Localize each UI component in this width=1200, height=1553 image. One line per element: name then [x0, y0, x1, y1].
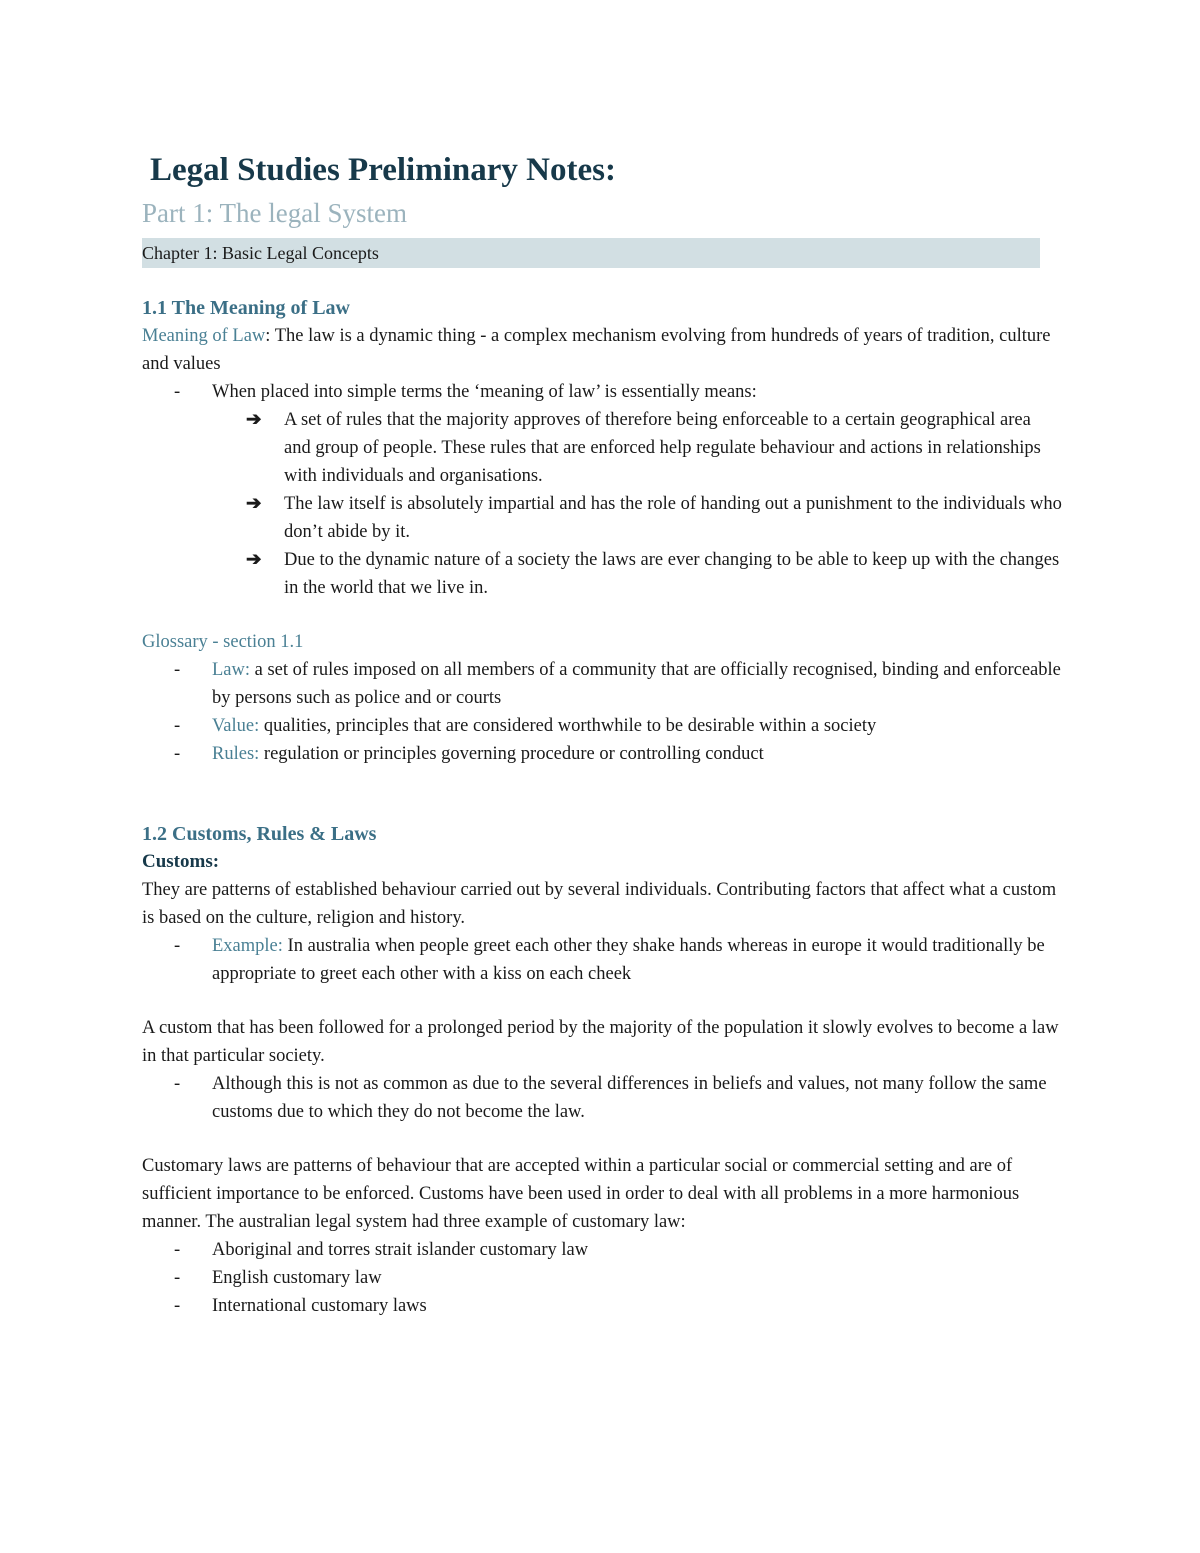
meaning-of-law-paragraph	[142, 322, 1062, 378]
glossary-list	[142, 656, 1062, 768]
list-item	[142, 1236, 1062, 1264]
chapter-heading: Chapter 1: Basic Legal Concepts	[142, 238, 1040, 268]
customs-paragraph: They are patterns of established behaviour carried out by several individuals. Contributing factors that affect what a custom is based on the culture, religion and history.	[142, 880, 1057, 928]
part-title: Part 1: The legal System	[142, 198, 407, 228]
glossary-term: Value:	[212, 716, 260, 736]
customary-laws-paragraph: Customary laws are patterns of behaviour that are accepted within a particular social or commercial setting and are of sufficient importance to be enforced. Customs have been used in order to deal with all problems in a more harmonious manner. The australian legal system had three example of customary law:	[142, 1156, 1020, 1232]
dash-marker: -	[174, 1268, 181, 1288]
arrow-item	[142, 406, 1062, 490]
glossary-term: Law:	[212, 660, 251, 680]
glossary-definition: a set of rules imposed on all members of a community that are officially recognised, binding and enforceable by persons such as police and or courts	[212, 660, 1061, 708]
list-item	[142, 378, 1062, 406]
arrow-item	[142, 490, 1062, 546]
dash-marker: -	[174, 660, 181, 680]
example-text: In australia when people greet each other they shake hands whereas in europe it would traditionally be appropriate to greet each other with a kiss on each cheek	[212, 936, 1045, 984]
dash-marker: -	[174, 936, 181, 956]
glossary-definition: regulation or principles governing procedure or controlling conduct	[259, 744, 764, 764]
dash-marker: -	[174, 1074, 181, 1094]
dash-marker: -	[174, 382, 181, 402]
arrow-item-text: A set of rules that the majority approves of therefore being enforceable to a certain geographical area and group of people. These rules that are enforced help regulate behaviour and actions in relationships with individuals and organisations.	[284, 410, 1041, 486]
customary-laws-list	[142, 1236, 1062, 1320]
arrow-icon: ➔	[246, 410, 262, 430]
list-item-text: Aboriginal and torres strait islander customary law	[212, 1240, 589, 1260]
document-content	[142, 150, 1062, 1320]
arrow-item-text: Due to the dynamic nature of a society the laws are ever changing to be able to keep up with the changes in the world that we live in.	[284, 550, 1060, 598]
glossary-item	[142, 712, 1062, 740]
glossary-heading: Glossary - section 1.1	[142, 632, 304, 652]
customs-heading: Customs:	[142, 851, 220, 872]
list-item-text: When placed into simple terms the ‘meaning of law’ is essentially means:	[212, 382, 757, 402]
arrow-icon: ➔	[246, 550, 262, 570]
custom-to-law-paragraph: A custom that has been followed for a prolonged period by the majority of the population it slowly evolves to become a law in that particular society.	[142, 1018, 1059, 1066]
meaning-bullets	[142, 378, 1062, 406]
meaning-of-law-label: Meaning of Law	[142, 326, 266, 346]
dash-marker: -	[174, 716, 181, 736]
dash-marker: -	[174, 1240, 181, 1260]
glossary-item	[142, 656, 1062, 712]
custom-to-law-list	[142, 1070, 1062, 1126]
dash-marker: -	[174, 744, 181, 764]
document-title: Legal Studies Preliminary Notes:	[150, 152, 616, 188]
meaning-of-law-text: : The law is a dynamic thing - a complex mechanism evolving from hundreds of years of tradition, culture and values	[142, 326, 1051, 374]
customs-example-list	[142, 932, 1062, 988]
section-1-2-heading: 1.2 Customs, Rules & Laws	[142, 823, 377, 845]
list-item	[142, 1070, 1062, 1126]
list-item	[142, 932, 1062, 988]
list-item	[142, 1292, 1062, 1320]
glossary-term: Rules:	[212, 744, 260, 764]
section-1-1-heading: 1.1 The Meaning of Law	[142, 297, 350, 319]
arrow-icon: ➔	[246, 494, 262, 514]
list-item-text: International customary laws	[212, 1296, 427, 1316]
arrow-item	[142, 546, 1062, 602]
list-item	[142, 1264, 1062, 1292]
arrow-item-text: The law itself is absolutely impartial and has the role of handing out a punishment to the individuals who don’t abide by it.	[284, 494, 1062, 542]
list-item-text: English customary law	[212, 1268, 382, 1288]
list-item-text: Although this is not as common as due to the several differences in beliefs and values, not many follow the same customs due to which they do not become the law.	[212, 1074, 1047, 1122]
meaning-arrow-list	[142, 406, 1062, 602]
example-label: Example:	[212, 936, 283, 956]
glossary-item	[142, 740, 1062, 768]
dash-marker: -	[174, 1296, 181, 1316]
glossary-definition: qualities, principles that are considered worthwhile to be desirable within a society	[259, 716, 877, 736]
